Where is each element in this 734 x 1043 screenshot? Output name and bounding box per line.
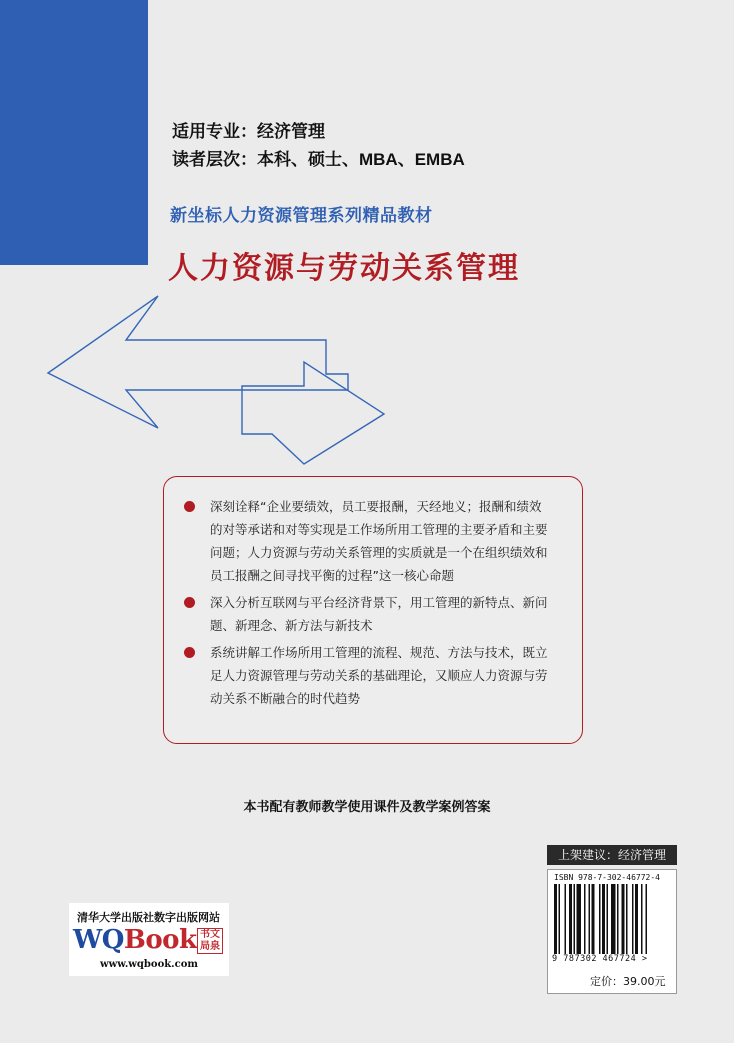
feature-line: 题、新理念、新方法与新技术 — [210, 618, 373, 633]
seal-icon: 书文 局泉 — [197, 928, 223, 954]
wqbook-logo: WQBook — [73, 925, 197, 955]
ean-number: 9 787302 467724 > — [552, 954, 648, 964]
left-arrow-outline — [48, 296, 348, 428]
barcode-icon — [554, 884, 670, 954]
feature-line: 问题；人力资源与劳动关系管理的实质就是一个在组织绩效和 — [210, 545, 548, 560]
audience-info — [172, 118, 465, 174]
courseware-note: 本书配有教师教学使用课件及教学案例答案 — [243, 800, 491, 815]
feature-line: 足人力资源管理与劳动关系的基础理论，又顺应人力资源与劳 — [210, 668, 548, 683]
feature-item — [184, 641, 570, 710]
bullet-icon — [184, 597, 195, 608]
feature-item — [184, 495, 570, 587]
major-line: 适用专业：经济管理 — [172, 122, 325, 141]
feature-line: 动关系不断融合的时代趋势 — [210, 691, 361, 706]
blue-corner-block — [0, 0, 148, 265]
double-arrow-graphic — [40, 288, 390, 468]
features-box — [163, 476, 583, 744]
isbn-text: ISBN 978-7-302-46772-4 — [554, 873, 660, 882]
feature-line: 系统讲解工作场所用工管理的流程、规范、方法与技术，既立 — [210, 645, 548, 660]
publisher-url: www.wqbook.com — [100, 959, 198, 970]
right-arrow-outline — [242, 362, 384, 464]
barcode-panel — [547, 869, 677, 994]
reader-level-line: 读者层次：本科、硕士、MBA、EMBA — [172, 150, 465, 169]
feature-line: 员工报酬之间寻找平衡的过程”这一核心命题 — [210, 568, 454, 583]
series-title: 新坐标人力资源管理系列精品教材 — [170, 206, 433, 226]
bullet-icon — [184, 647, 195, 658]
bullet-icon — [184, 501, 195, 512]
shelf-suggestion: 上架建议：经济管理 — [547, 845, 677, 865]
feature-line: 深刻诠释“企业要绩效，员工要报酬，天经地义；报酬和绩效 — [210, 499, 542, 514]
feature-line: 的对等承诺和对等实现是工作场所用工管理的主要矛盾和主要 — [210, 522, 548, 537]
publisher-logo-panel — [69, 903, 229, 976]
publisher-name: 清华大学出版社数字出版网站 — [77, 911, 220, 924]
book-title: 人力资源与劳动关系管理 — [168, 251, 520, 286]
price-label: 定价：39.00元 — [590, 975, 666, 988]
feature-item — [184, 591, 570, 637]
feature-line: 深入分析互联网与平台经济背景下，用工管理的新特点、新问 — [210, 595, 548, 610]
